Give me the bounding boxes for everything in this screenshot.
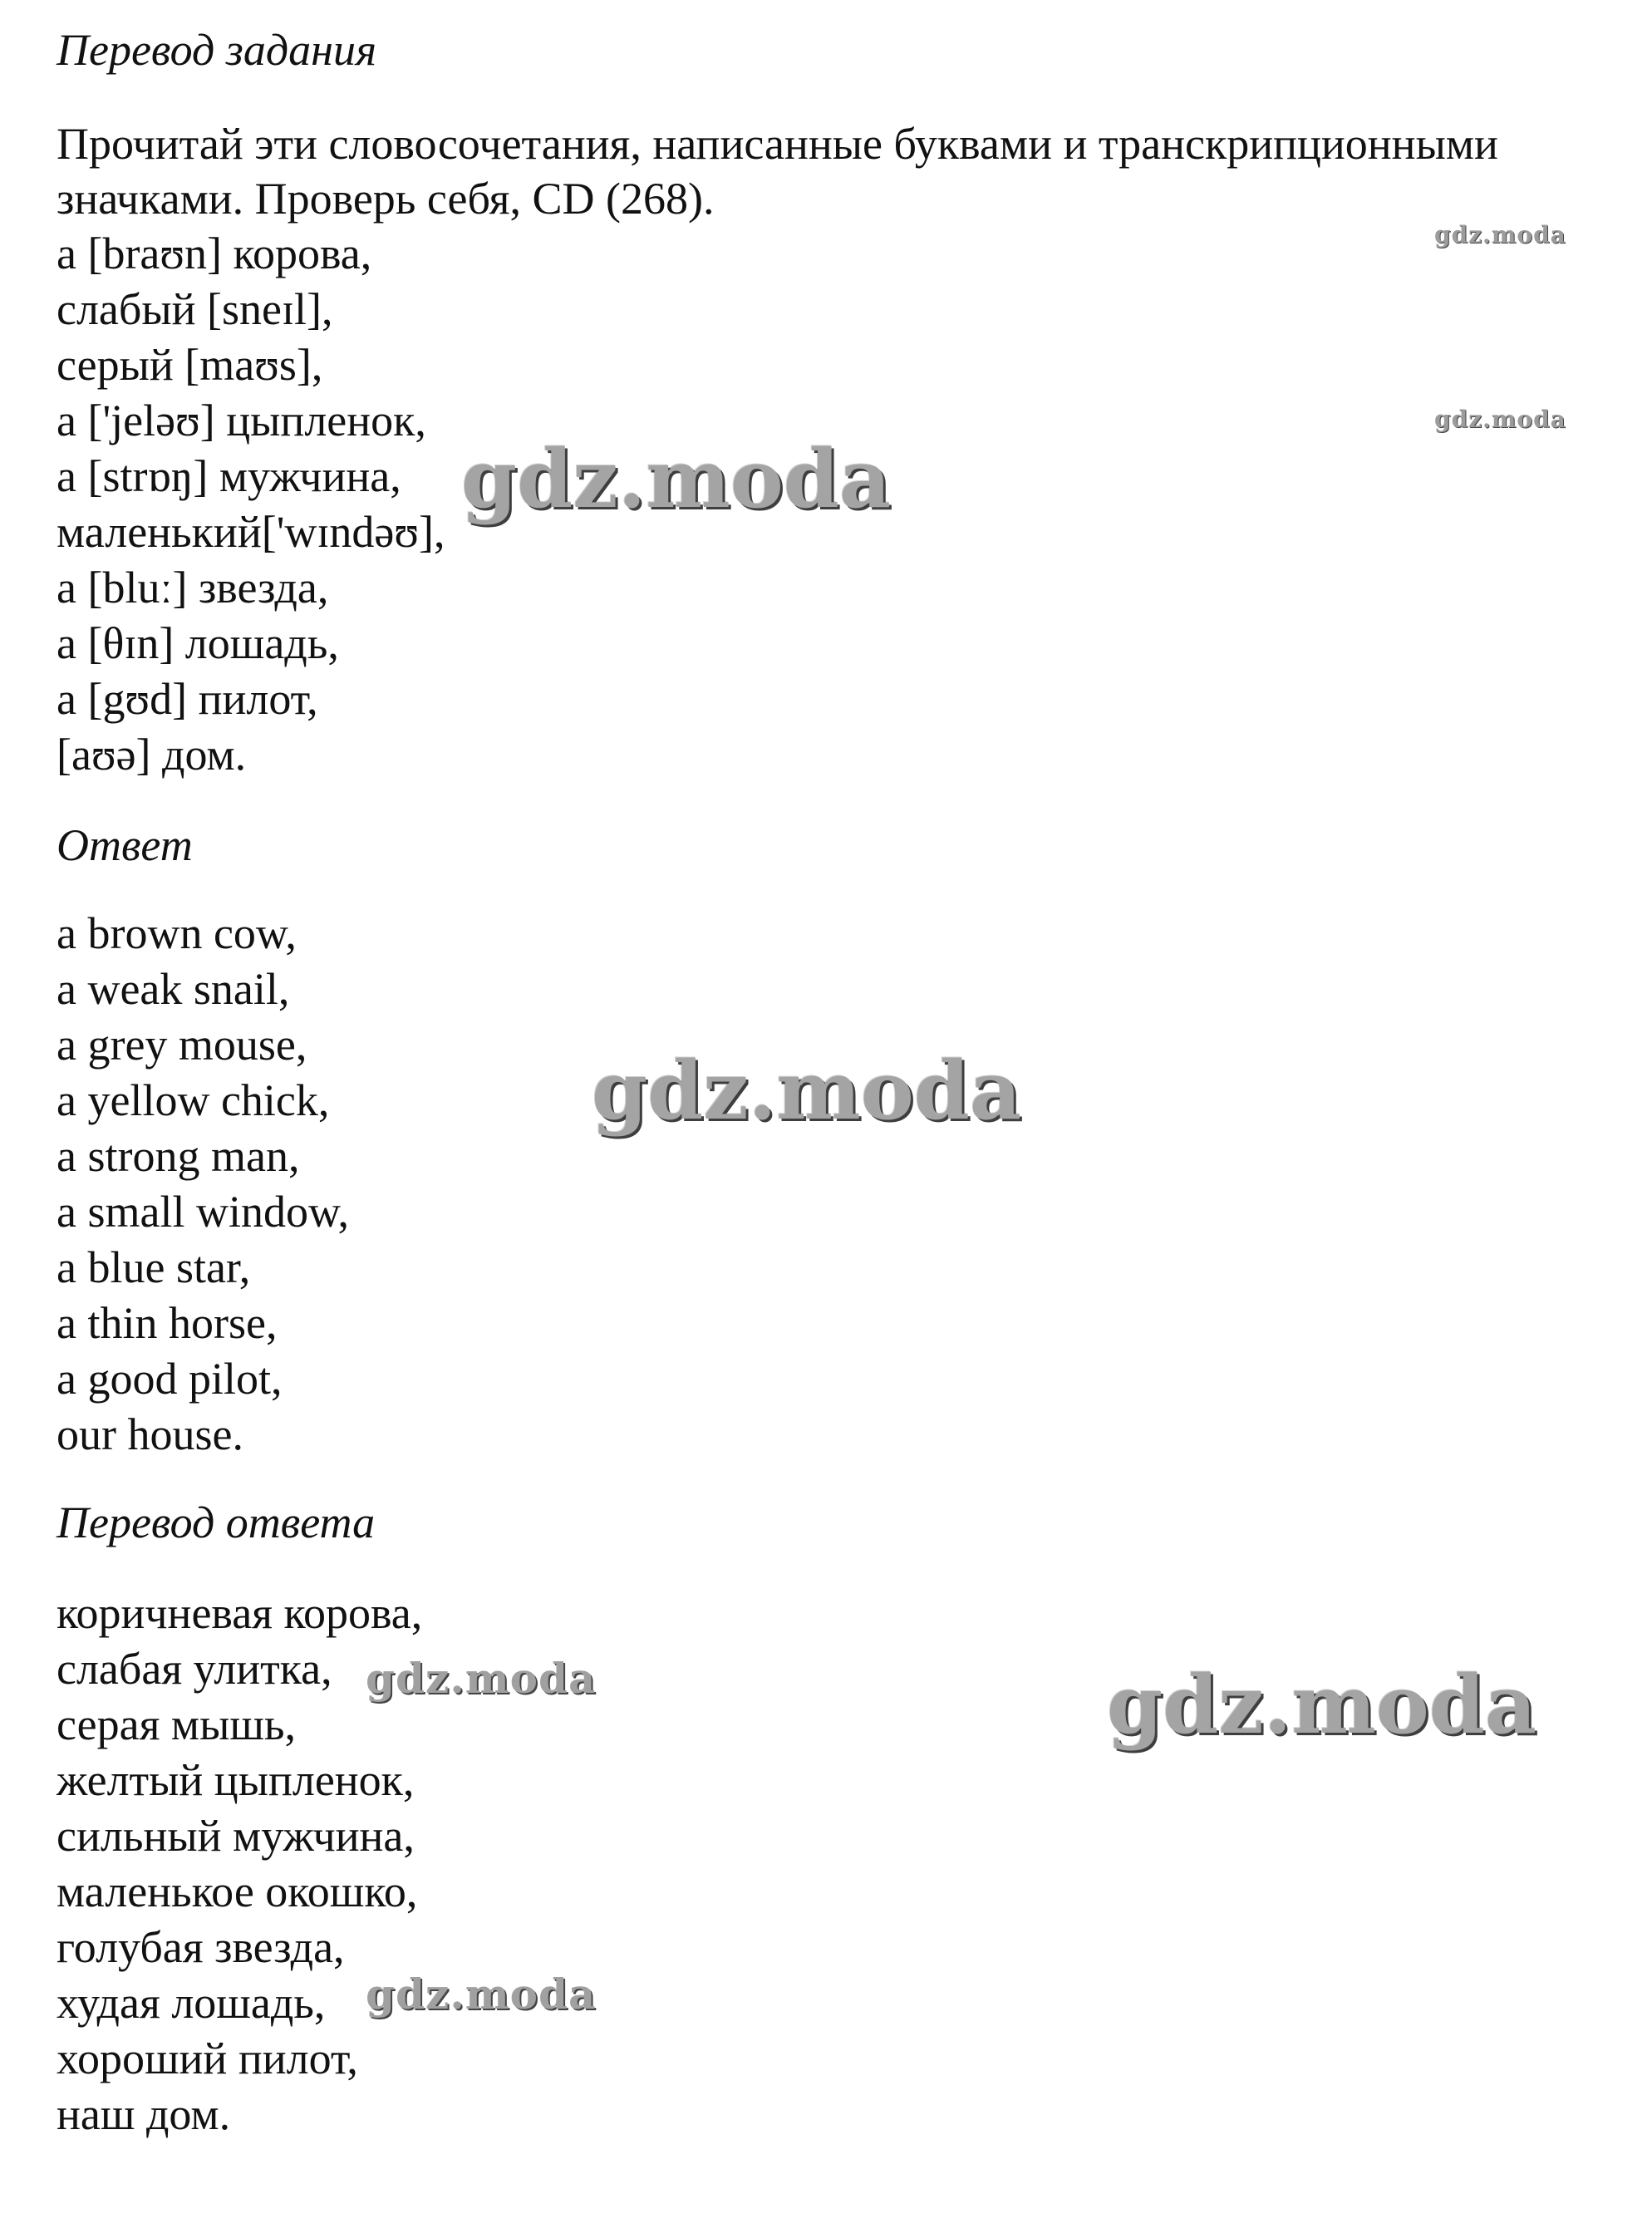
answer-phrase: a thin horse, [57, 1298, 278, 1348]
watermark: gdz.moda [1434, 221, 1566, 248]
answer-heading: Ответ [57, 820, 193, 870]
answer-phrase: a weak snail, [57, 964, 290, 1014]
translation-phrase: коричневая корова, [57, 1588, 423, 1638]
task-phrase: [aʊə] дом. [57, 730, 247, 780]
watermark: gdz.moda [366, 1970, 597, 2019]
answer-phrase: a small window, [57, 1187, 349, 1237]
task-phrase: a ['jeləʊ] цыпленок, [57, 396, 426, 445]
translation-heading: Перевод ответа [57, 1498, 376, 1547]
answer-phrase: a strong man, [57, 1131, 300, 1181]
translation-phrase: хороший пилот, [57, 2034, 358, 2083]
answer-phrase: a good pilot, [57, 1354, 283, 1404]
watermark: gdz.moda [461, 432, 892, 526]
translation-phrase: сильный мужчина, [57, 1811, 415, 1861]
task-phrase: маленький['wɪndəʊ], [57, 507, 445, 557]
answer-phrase: our house. [57, 1409, 243, 1459]
watermark: gdz.moda [366, 1654, 597, 1703]
translation-phrase: желтый цыпленок, [57, 1755, 415, 1805]
task-phrase: a [θɪn] лошадь, [57, 618, 339, 668]
answer-phrase: a blue star, [57, 1242, 251, 1292]
translation-phrase: голубая звезда, [57, 1922, 345, 1972]
answer-phrase: a grey mouse, [57, 1020, 307, 1070]
task-instruction-line-1: Прочитай эти словосочетания, написанные буквами и транскрипционными [57, 119, 1498, 169]
task-instruction-line-2: значками. Проверь себя, CD (268). [57, 174, 715, 224]
translation-phrase: слабая улитка, [57, 1644, 332, 1694]
task-phrase: серый [maʊs], [57, 340, 323, 390]
task-phrase: a [braʊn] корова, [57, 229, 372, 278]
answer-phrase: a brown cow, [57, 908, 297, 958]
answer-phrase: a yellow chick, [57, 1075, 330, 1125]
watermark: gdz.moda [592, 1044, 1022, 1138]
task-heading: Перевод задания [57, 25, 377, 75]
translation-phrase: наш дом. [57, 2089, 231, 2139]
task-phrase: a [gʊd] пилот, [57, 674, 318, 724]
task-phrase: a [bluː] звезда, [57, 563, 329, 612]
answer-list [57, 906, 349, 1463]
watermark: gdz.moda [1107, 1658, 1537, 1752]
task-phrase: слабый [sneɪl], [57, 284, 333, 334]
translation-phrase: маленькое окошко, [57, 1867, 418, 1916]
translation-phrase: худая лошадь, [57, 1978, 326, 2028]
task-phrase-list [57, 226, 445, 783]
translation-phrase: серая мышь, [57, 1699, 297, 1749]
watermark: gdz.moda [1434, 406, 1566, 433]
task-phrase: a [strɒŋ] мужчина, [57, 451, 401, 501]
